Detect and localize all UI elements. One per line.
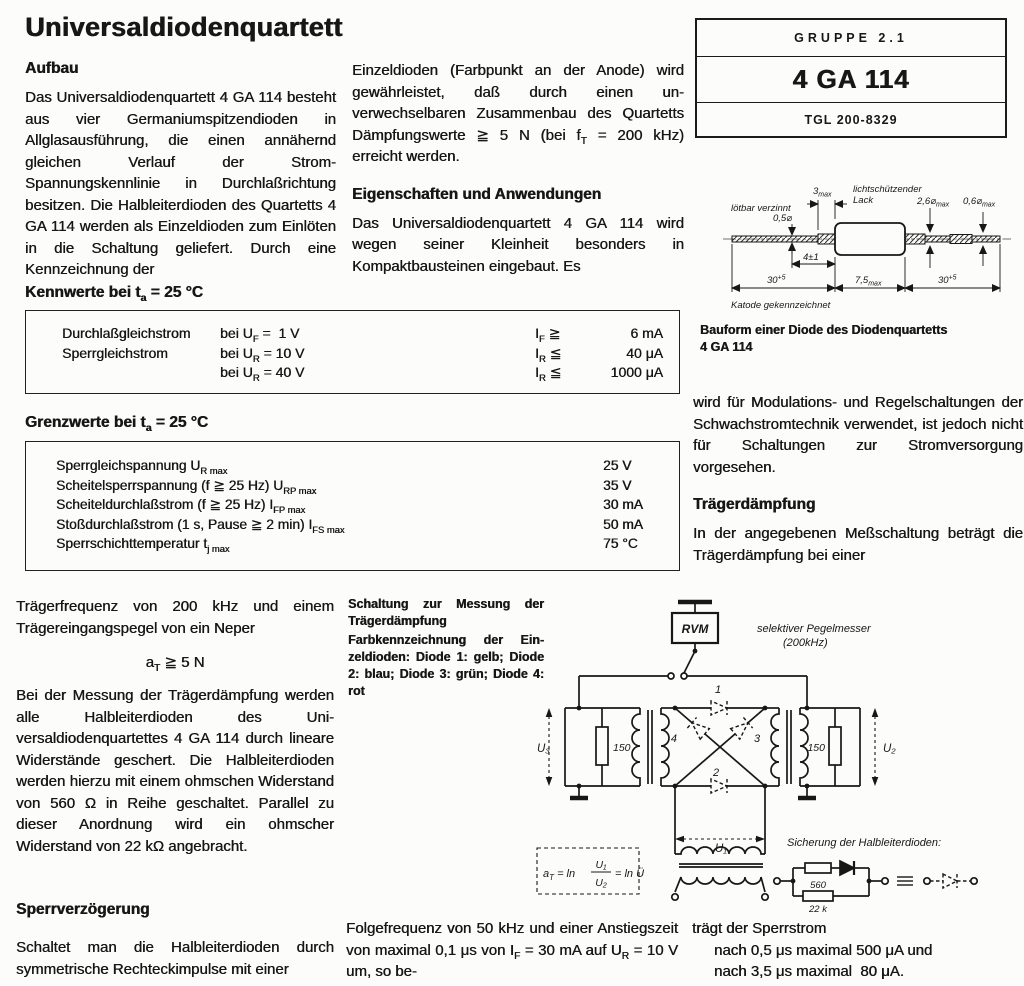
equivalence-sign [897,877,913,885]
attenuation-formula: $a_T$ ≧ 5 N [145,654,205,674]
kennwerte-table [25,310,680,394]
switch-lever [684,651,695,673]
transformer-bottom-secondary [681,877,761,884]
u3-label: U₃ [537,743,550,755]
sperrstrom-line1: trägt der Sperrstrom [692,920,827,937]
heading-aufbau: Aufbau [25,60,79,77]
transformer-left-secondary [661,708,669,786]
group-label: GRUPPE 2.1 [697,20,1005,57]
r-right-label: 150 [807,742,825,754]
solder-label: lötbar verzinnt [731,203,791,214]
left-collar [818,234,835,244]
fuse-r1-label: 560 [810,880,826,891]
part-number: 4 GA 114 [697,57,1005,103]
measurement-circuit-diagram [535,596,1024,917]
column-lower-left [16,596,334,980]
text-segment: Einzeldioden (Farbpunkt an der Anode) wird gewährleistet, daß durch einen unverwechselbaren Zusammenbau des Quartetts Dämpfungswerte ≧ 5 N (bei f [352,62,684,144]
limit-value: 75 °C [603,536,638,551]
circuit-caption-colors: Farbkennzeichnung der Einzeldioden: Diode 1: gelb; Diode 2: blau; Diode 3: grün; Diode 4: rot [348,633,544,698]
column-aufbau [25,60,336,281]
right-lead-outer [972,236,1000,242]
column-right [693,392,1023,566]
resistor-left-150 [596,727,608,765]
paragraph-folgefrequenz: Folgefrequenz von 50 kHz und einer Anstiegszeit von maximal 0,1 μs von $I_F = 30$ mA auf $U_R = 10$ V um, so be- [346,920,678,980]
fuse-terminal-right [882,878,888,884]
param-value: $I_R$ ≦ 40 μA [535,344,663,365]
u1-label: U₁ [715,843,727,855]
drawing-caption-line2: 4 GA 114 [700,340,753,354]
transformer-right-primary [771,708,779,786]
limit-name: Sperrschichttemperatur $t_{j max}$ [56,536,230,554]
glass-body [835,223,905,255]
table-row [26,363,679,383]
paragraph-messung: Bei der Messung der Trägerdämpfung werden alle Halbleiterdioden des Universaldiodenquartettes 4 GA 114 durch lineare Widerstände geschert. Die Halbleiterdioden werden hierzu mit einem ohmschen Widerstand von 560 Ω in Reihe geschaltet. Parallel zu dieser Anordnung wird ein ohmscher Widerstand von 22 kΩ angebracht. [16,687,334,855]
column-bottom-middle [346,918,678,983]
dim-lead-length-right: $30^{+5}$ [938,274,957,286]
table-row [26,344,679,364]
param-condition: bei $U_F = 1$ V [220,325,300,345]
dim-lead-diameter: 0,5⌀ [773,213,792,224]
heading-grenzwerte: Grenzwerte bei $t_a = 25$ °C [25,414,209,435]
param-condition: bei $U_R = 10$ V [220,344,305,365]
dim-3max: $3_{max}$ [813,186,832,199]
heading-eigenschaften: Eigenschaften und Anwendungen [352,185,602,203]
limit-name: Sperrgleichspannung $U_{R max}$ [56,458,228,476]
meter-description: selektiver Pegelmesser [757,623,871,635]
lacquer-label: lichtschützender [853,184,922,195]
paragraph-eigenschaften: Das Universaldiodenquartett 4 GA 114 wird wegen seiner Kleinheit besonders in Kompaktbausteinen eingebaut. Es [352,214,684,275]
limit-value: 30 mA [603,497,643,512]
column-bottom-right [692,918,1022,983]
dim-body-diameter: $2,6⌀_{max}$ [917,196,950,209]
svg-text:Lack: Lack [853,195,874,206]
limit-name: Stoßdurchlaßstrom (1 s, Pause ≧ 2 min) $I_{FS max}$ [56,516,345,535]
heading-kennwerte: Kennwerte bei $t_a = 25$ °C [25,284,203,305]
equiv-diode-dashed [930,874,971,888]
diode-2 [711,779,727,793]
formula-numerator: U₁ [595,859,607,871]
fuse-heading: Sicherung der Halbleiterdioden: [787,837,942,849]
fuse-r2-label: 22 k [809,904,827,915]
paragraph-traegerdaempfung: In der angegebenen Meßschaltung beträgt die Trägerdämpfung bei einer [693,525,1023,564]
r-left-label: 150 [613,742,631,754]
drawing-caption-line1: Bauform einer Diode des Diodenquartetts [700,323,948,337]
diode-4-number: 4 [670,733,677,745]
paragraph-continuation [352,60,684,168]
diode-2-number: 2 [712,767,720,779]
fuse-resistor-22k [803,891,833,901]
diode-outline-drawing [695,178,1023,318]
type-info-box [695,18,1007,138]
formula-denominator: U₂ [595,877,607,889]
subscript: T [580,135,587,147]
fuse-terminal-left [774,878,780,884]
left-lead [732,236,818,242]
param-name [26,363,220,383]
table-row [26,456,679,476]
heading-sperrverzoegerung: Sperrverzögerung [16,901,150,918]
right-lead-inner [925,236,950,242]
diode-3-number: 3 [754,733,761,745]
param-condition: bei $U_R = 40$ V [220,364,305,384]
fuse-resistor-560 [805,863,831,873]
table-row [26,476,679,496]
paragraph-traegerfrequenz: Trägerfrequenz von 200 kHz und einem Trägereingangspegel von ein Neper [16,598,334,637]
limit-name: Scheitelsperrspannung (f ≧ 25 Hz) $U_{RP max}$ [56,477,317,496]
page-title: Universaldiodenquartett [25,12,343,42]
table-row [26,534,679,554]
resistor-right-150 [829,727,841,765]
right-sleeve [950,235,972,244]
input-terminal-left [672,894,678,900]
drawing-caption [700,322,1020,356]
param-name: Sperrgleichstrom [62,344,168,361]
column-eigenschaften [352,60,684,277]
formula-rhs: = ln Ü [615,868,645,880]
paragraph-aufbau: Das Universaldiodenquartett 4 GA 114 besteht aus vier Germaniumspitzendioden in Allglasausführung, die einen annähernd gleichen Verlauf der Strom-Spannungskennlinie in Durchlaßrichtung besitzen. Die Halbleiterdioden des Quartetts 4 GA 114 werden als Einzeldioden zum Einlöten in die Schaltung geliefert. Durch eine Kennzeichnung der [25,89,336,278]
circuit-caption-title: Schaltung zur Messung der Trägerdämpfung [348,597,544,628]
svg-text:(200kHz): (200kHz) [783,637,828,649]
right-collar [905,234,925,244]
dim-body-length: $7,5_{max}$ [855,275,882,288]
dim-lead-length-left: $30^{+5}$ [767,274,786,286]
input-terminal-right [762,894,768,900]
level-meter-label: RVM [681,622,709,636]
sperrstrom-line3: nach 3,5 μs maximal 80 μA. [714,963,904,980]
grenzwerte-table [25,441,680,571]
param-value: $I_R$ ≦ 1000 μA [535,364,663,384]
limit-value: 35 V [603,477,632,493]
heading-traegerdaempfung: Trägerdämpfung [693,496,816,513]
diode-1-number: 1 [714,684,722,696]
cathode-note: Katode gekennzeichnet [731,300,831,311]
equiv-terminal-right [971,878,977,884]
standard-number: TGL 200-8329 [804,112,898,127]
text-segment: = 200 kHz) erreicht werden. [352,126,684,165]
fuse-diode [840,861,854,875]
transformer-left-primary [632,708,640,786]
u2-label: U₂ [883,743,896,755]
formula-lhs: $a_T = \ln$ [543,868,576,882]
table-row [26,515,679,535]
equiv-terminal-left [924,878,930,884]
limit-value: 25 V [603,458,632,473]
diode-1 [711,701,727,715]
table-row [26,324,679,344]
dim-end-diameter: $0,6⌀_{max}$ [963,196,996,209]
param-value: $I_F$ ≧ 6 mA [535,325,663,345]
switch-contact [681,673,687,679]
paragraph-anwendung: wird für Modulations- und Regelschaltungen der Schwachstromtechnik verwendet, ist jedoch nicht für Schaltungen zur Stromversorgung vorgesehen. [693,394,1023,476]
paragraph-sperrverzoegerung: Schaltet man die Halbleiterdioden durch symmetrische Rechteckimpulse mit einer [16,939,334,978]
param-name: Durchlaßgleichstrom [62,325,191,341]
switch-contact [668,673,674,679]
limit-value: 50 mA [603,516,643,532]
circuit-caption [348,596,544,700]
sperrstrom-line2: nach 0,5 μs maximal 500 μA und [714,941,933,959]
dim-4pm1: 4±1 [803,252,819,263]
limit-name: Scheiteldurchlaßstrom (f ≧ 25 Hz) $I_{FP max}$ [56,497,306,515]
table-row [26,495,679,515]
